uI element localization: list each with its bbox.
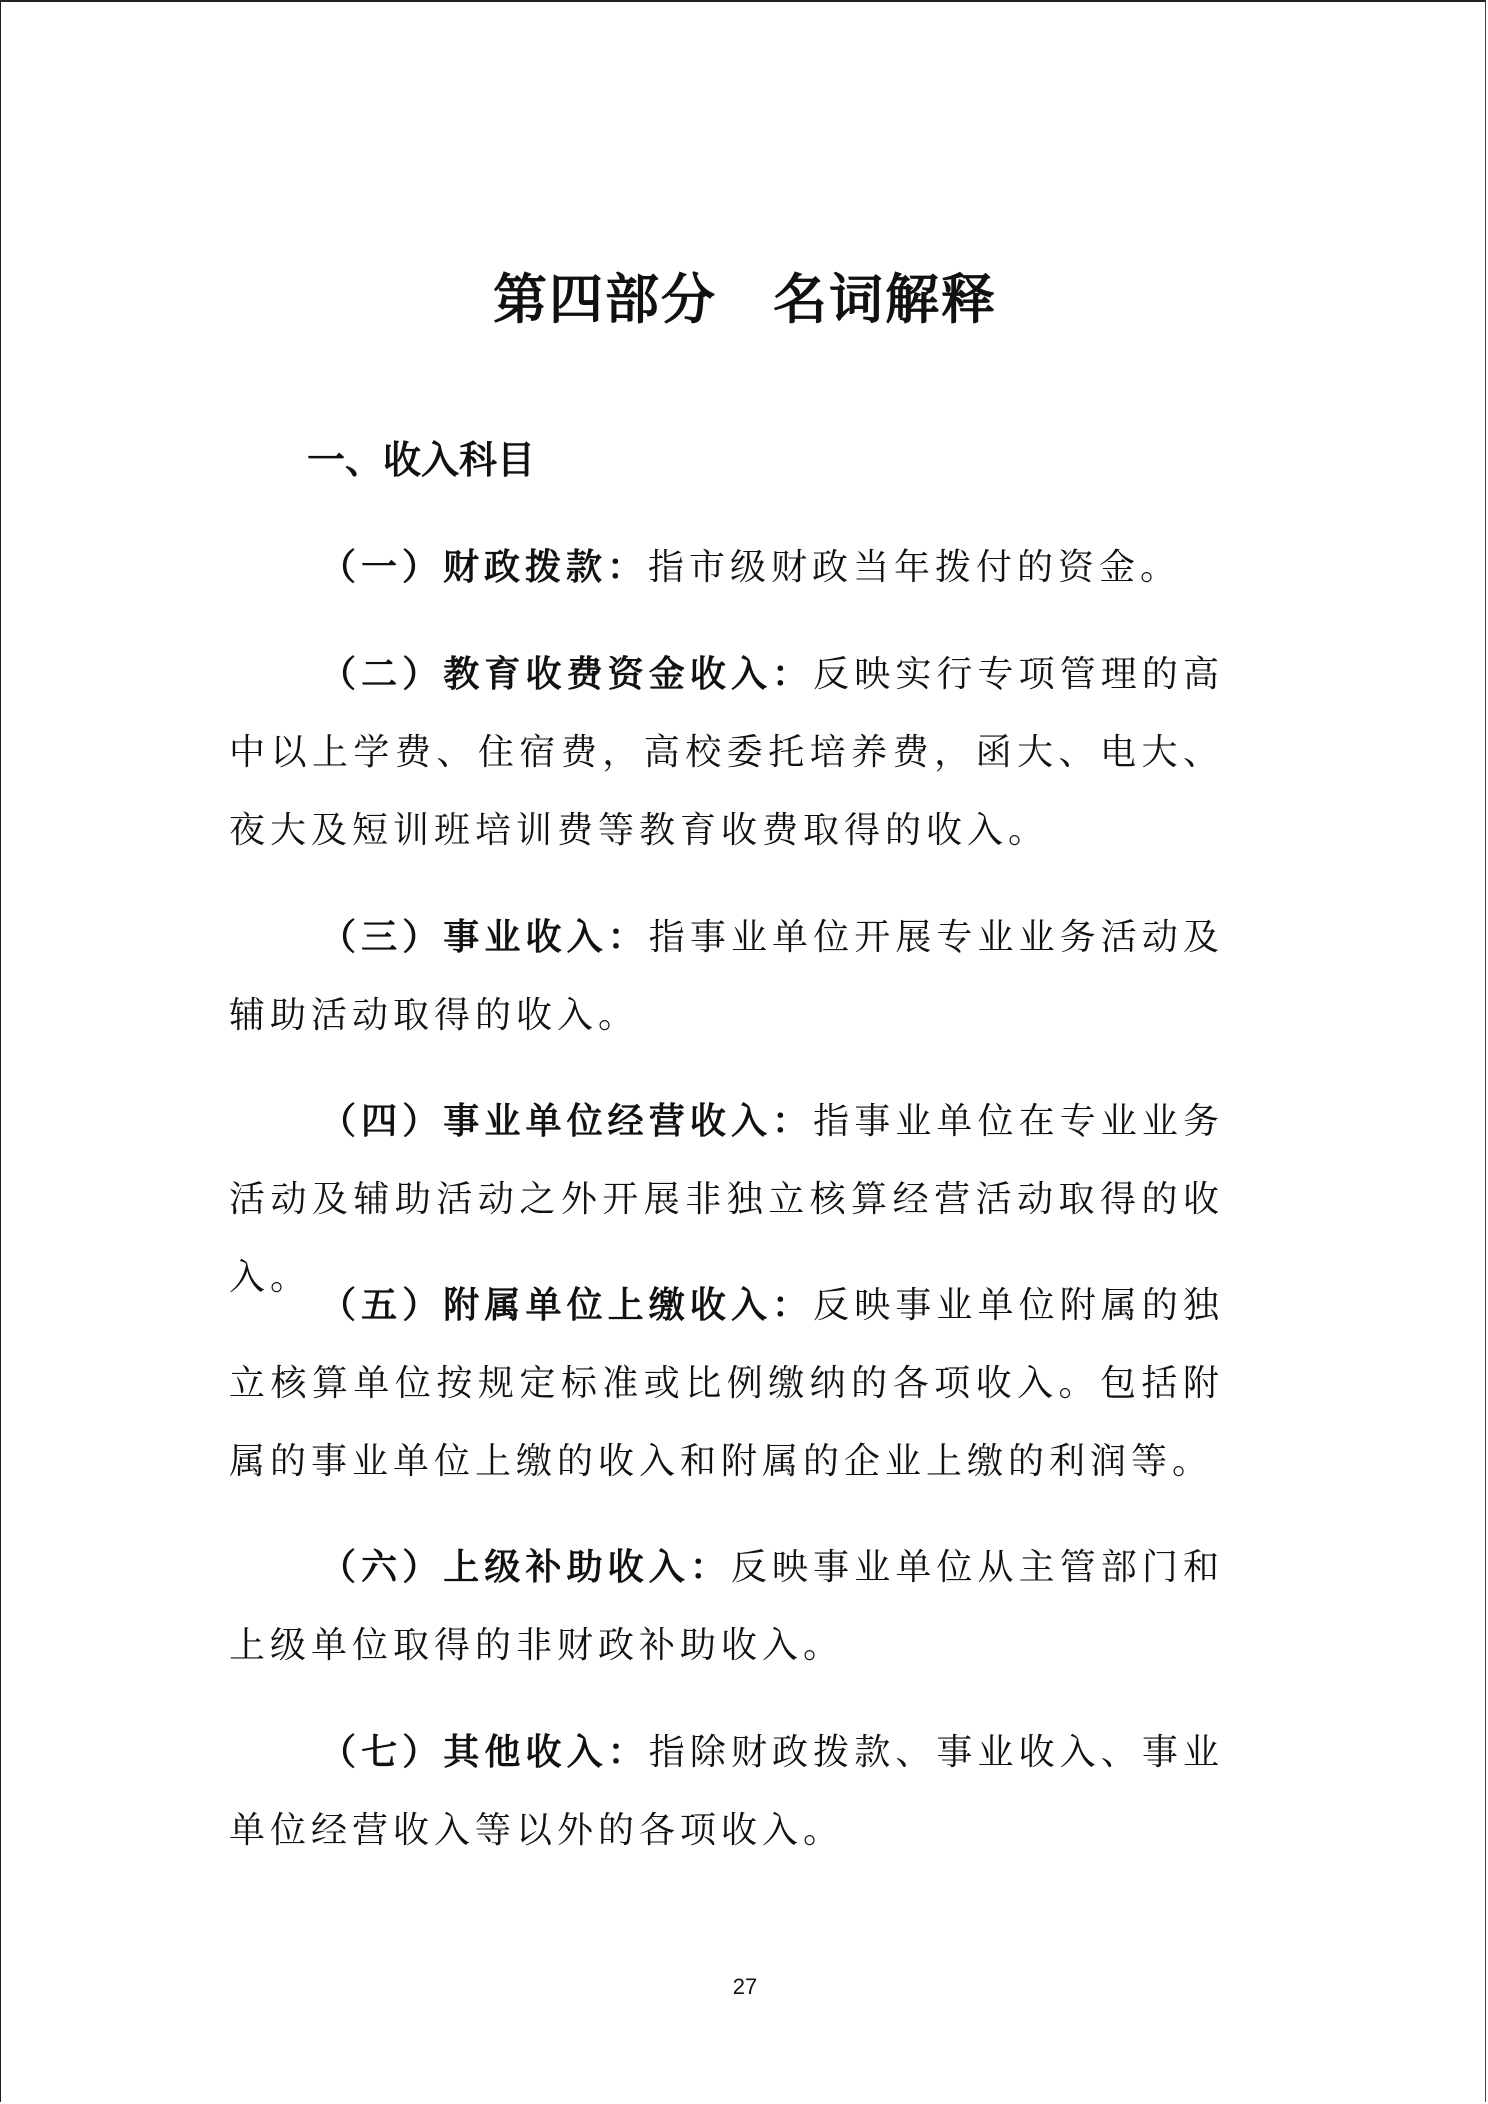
entry-term: （二）教育收费资金收入： — [320, 654, 814, 695]
entry-affiliated-unit-income — [229, 1267, 1224, 1501]
entry-definition: 指市级财政当年拨付的资金。 — [648, 547, 1182, 588]
entry-term: （七）其他收入： — [320, 1732, 649, 1773]
page-title: 第四部分 名词解释 — [493, 267, 997, 331]
entry-business-income — [229, 899, 1224, 1055]
entry-financial-appropriation — [229, 529, 1224, 607]
entry-definition: 反映事业单位附属的独立核算单位按规定标准或比例缴纳的各项收入。包括附属的事业单位上缴的收入和附属的企业上缴的利润等。 — [229, 1285, 1224, 1482]
entry-term: （四）事业单位经营收入： — [320, 1101, 814, 1142]
entry-definition: 指事业单位在专业业务活动及辅助活动之外开展非独立核算经营活动取得的收入。 — [229, 1101, 1224, 1298]
entry-definition: 反映实行专项管理的高中以上学费、住宿费，高校委托培养费，函大、电大、夜大及短训班培训费等教育收费取得的收入。 — [229, 654, 1224, 851]
entry-term: （五）附属单位上缴收入： — [320, 1285, 814, 1326]
entry-term: （一）财政拨款： — [320, 547, 649, 588]
entry-other-income — [229, 1714, 1224, 1870]
entry-education-fee-income — [229, 636, 1224, 870]
entry-term: （三）事业收入： — [320, 917, 649, 958]
entry-definition: 指除财政拨款、事业收入、事业单位经营收入等以外的各项收入。 — [229, 1732, 1224, 1851]
entry-superior-subsidy-income — [229, 1529, 1224, 1685]
entry-definition: 指事业单位开展专业业务活动及辅助活动取得的收入。 — [229, 917, 1224, 1036]
entry-term: （六）上级补助收入： — [320, 1547, 731, 1588]
section-heading: 一、收入科目 — [307, 438, 536, 482]
entry-definition: 反映事业单位从主管部门和上级单位取得的非财政补助收入。 — [229, 1547, 1224, 1666]
page-number: 27 — [732, 1974, 758, 1999]
